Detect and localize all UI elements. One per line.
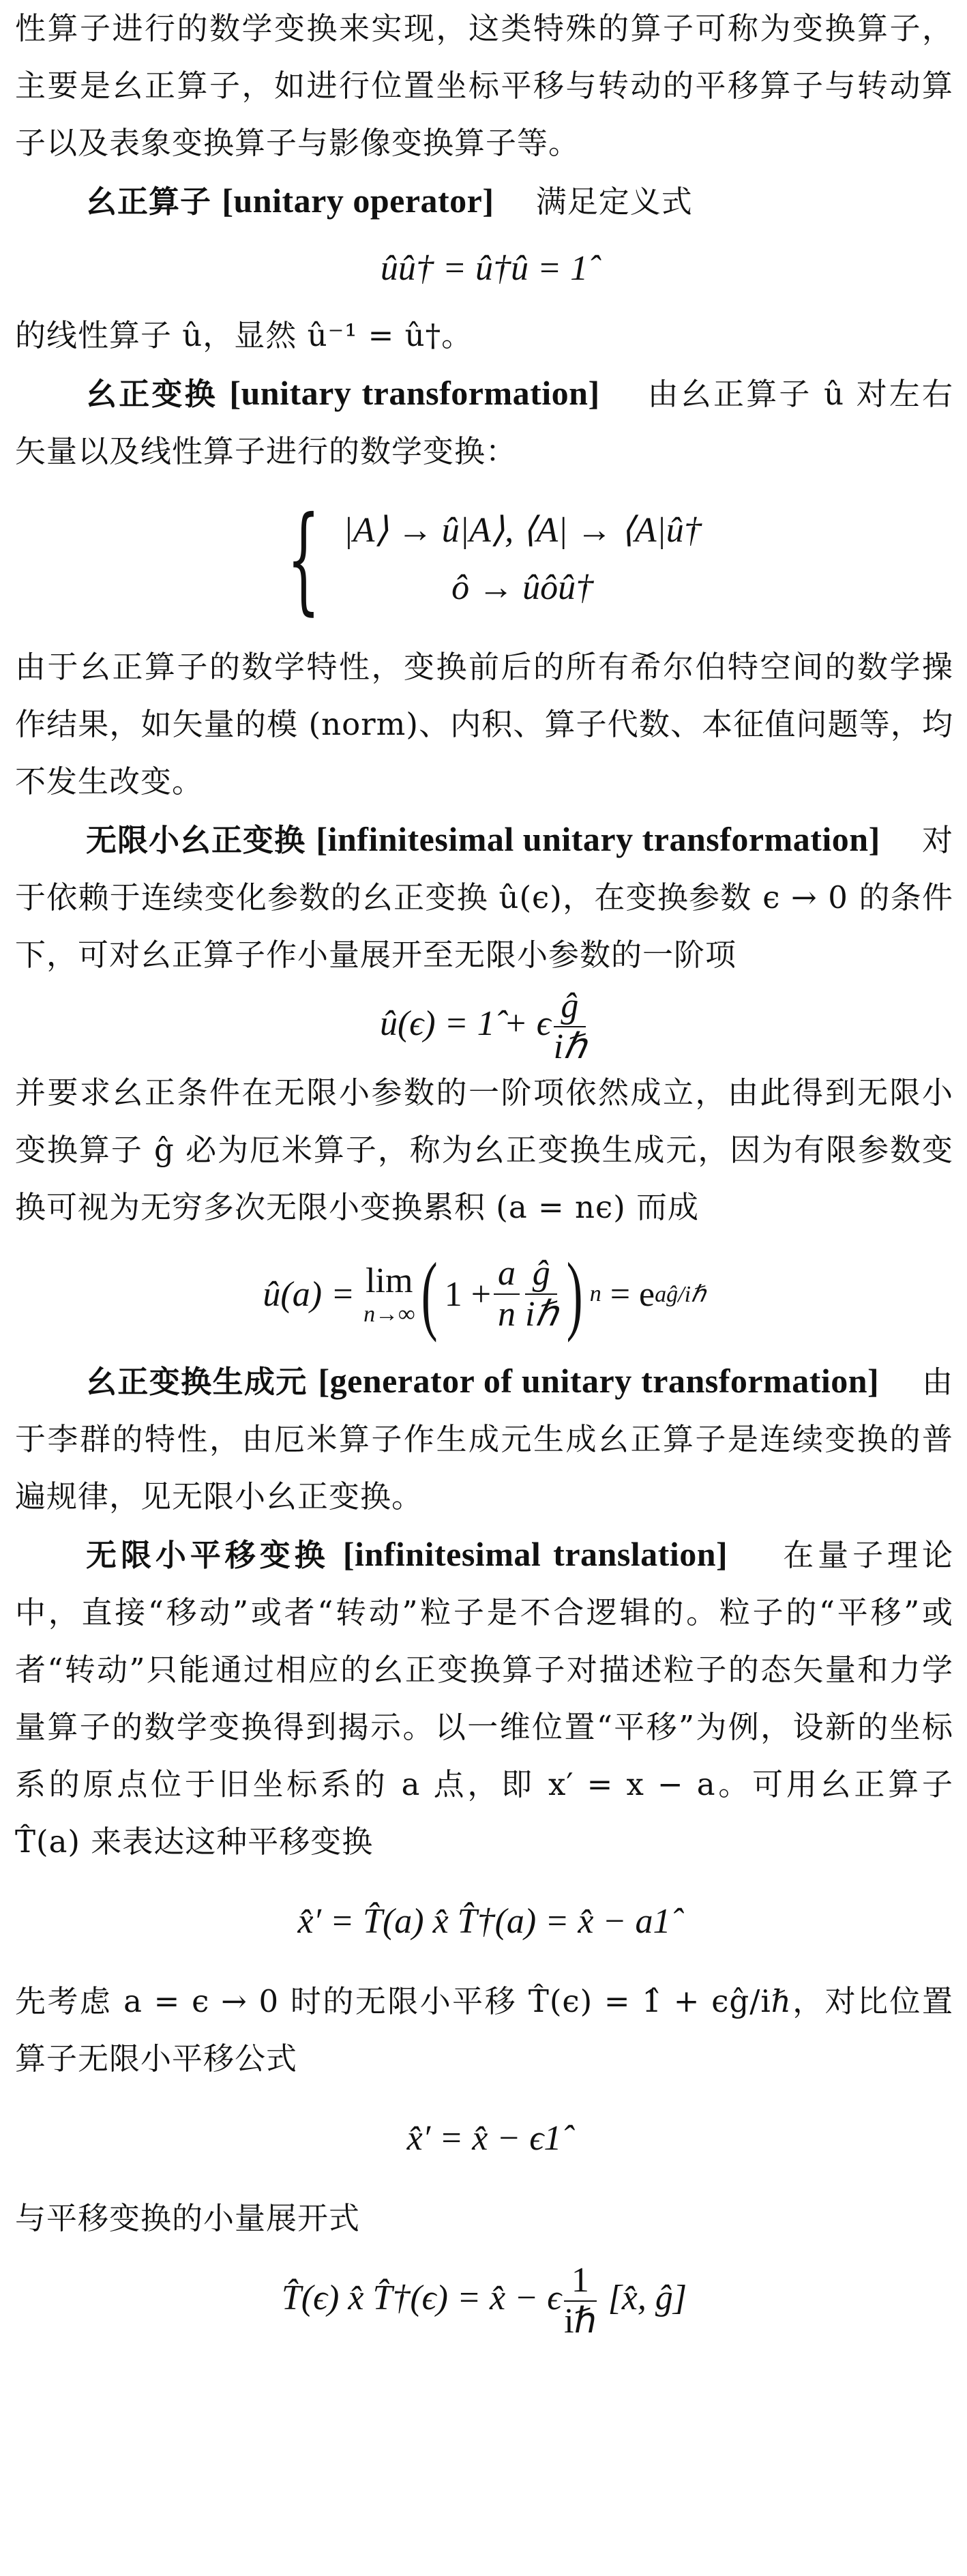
fraction-a-n [494, 1254, 520, 1334]
limit-rhs: = e [610, 1274, 655, 1314]
equation-lhs: û(ϵ) = 1̂ + ϵ [379, 1004, 551, 1043]
left-brace: { [286, 492, 321, 627]
term-heading: 幺正算子 [86, 184, 212, 220]
limit-word: lim [366, 1261, 413, 1300]
fraction-g-ih [525, 1254, 557, 1334]
term-heading: 幺正变换生成元 [86, 1364, 308, 1400]
fraction-denominator: iℏ [553, 1027, 586, 1067]
equation-finite-limit [15, 1236, 953, 1352]
entry-generator [15, 1352, 953, 1525]
limit-subscript: n→∞ [363, 1301, 415, 1327]
equation-translation: x̂′ = T̂(a) x̂ T̂†(a) = x̂ − a1̂ [297, 1902, 671, 1941]
equation-system-transformation [15, 480, 953, 639]
term-text: 在量子理论中，直接“移动”或者“转动”粒子是不合逻辑的。粒子的“平移”或者“转动”只能通过相应的幺正变换算子对描述粒子的态矢量和力学量算子的数学变换得到揭示。以一维位置“平移”为例，设新的坐标系的原点位于旧坐标系的 a 点，即 x′ = x − a。可用幺正算子 T̂(a) 来表达这种平移变换 [15, 1537, 953, 1860]
equation-infinitesimal-expansion [15, 984, 953, 1067]
paragraph-generator-derivation: 并要求幺正条件在无限小参数的一阶项依然成立，由此得到无限小变换算子 ĝ 必为厄米算子，称为幺正变换生成元，因为有限参数变换可视为无穷多次无限小变换累积 (a = nϵ) 而成 [15, 1074, 953, 1225]
equation-lhs: T̂(ϵ) x̂ T̂†(ϵ) = x̂ − ϵ [281, 2279, 562, 2317]
equation-line-operator: ô → ûôû† [451, 568, 594, 607]
paragraph-intro: 性算子进行的数学变换来实现，这类特殊的算子可称为变换算子，主要是幺正算子，如进行位置坐标平移与转动的平移算子与转动算子以及表象变换算子与影像变换算子等。 [15, 10, 953, 161]
fraction-numerator: ĝ [525, 1254, 557, 1295]
exp-exponent: aĝ/iℏ [655, 1282, 706, 1307]
fraction [564, 2261, 596, 2341]
equation-line-vectors: |A⟩ → û|A⟩, ⟨A| → ⟨A|û† [343, 511, 702, 550]
right-paren: ) [567, 1245, 583, 1343]
left-paren: ( [421, 1245, 438, 1343]
limit-lhs: û(a) = [263, 1274, 355, 1314]
paragraph-infinitesimal-shift: 先考虑 a = ϵ → 0 时的无限小平移 T̂(ϵ) = 1̂ + ϵĝ/iℏ，对比位置算子无限小平移公式 [15, 1983, 953, 2077]
term-heading: 无限小幺正变换 [86, 822, 306, 858]
fraction-denominator: iℏ [564, 2302, 597, 2341]
term-english: [generator of unitary transformation] [318, 1362, 880, 1400]
commutator: [x̂, ĝ] [608, 2279, 687, 2317]
entry-infinitesimal-unitary [15, 810, 953, 984]
fraction-denominator: n [498, 1295, 516, 1334]
entry-unitary-transformation [15, 364, 953, 480]
term-english: [unitary transformation] [229, 374, 600, 412]
power-exponent: n [589, 1281, 601, 1306]
equation-unitary-definition: ûû† = û†û = 1̂ [380, 249, 589, 288]
term-text: 由幺正算子 û 对左右矢量以及线性算子进行的数学变换： [15, 376, 954, 469]
limit-operator [363, 1261, 415, 1328]
equation-expansion [15, 2247, 953, 2350]
equation-lines [343, 502, 701, 617]
term-english: [infinitesimal translation] [342, 1535, 728, 1573]
term-text: 由于李群的特性，由厄米算子作生成元生成幺正算子是连续变换的普遍规律，见无限小幺正变换。 [15, 1364, 953, 1514]
entry-infinitesimal-translation [15, 1525, 953, 1871]
term-text: 对于依赖于连续变化参数的幺正变换 û(ϵ)，在变换参数 ϵ → 0 的条件下，可对幺正算子作小量展开至无限小参数的一阶项 [15, 822, 954, 973]
term-text: 满足定义式 [535, 184, 693, 220]
equation-position-shift: x̂′ = x̂ − ϵ1̂ [406, 2119, 562, 2158]
fraction-numerator: a [494, 1254, 520, 1295]
term-heading: 幺正变换 [86, 376, 218, 412]
paragraph-expansion-intro: 与平移变换的小量展开式 [15, 2200, 361, 2236]
one: 1 + [444, 1274, 492, 1314]
fraction-denominator: iℏ [525, 1295, 558, 1334]
term-english: [infinitesimal unitary transformation] [316, 820, 880, 858]
fraction-numerator: ĝ [554, 986, 586, 1027]
paragraph-transformation-after: 由于幺正算子的数学特性，变换前后的所有希尔伯特空间的数学操作结果，如矢量的模 (norm)、内积、算子代数、本征值问题等，均不发生改变。 [15, 649, 953, 800]
fraction [554, 986, 586, 1067]
term-english: [unitary operator] [222, 181, 494, 220]
paragraph-unitary-after: 的线性算子 û，显然 û⁻¹ = û†。 [15, 317, 473, 353]
fraction-numerator: 1 [564, 2261, 596, 2302]
term-heading: 无限小平移变换 [86, 1537, 329, 1573]
document-page [15, 0, 953, 2350]
entry-unitary-operator [15, 172, 953, 231]
